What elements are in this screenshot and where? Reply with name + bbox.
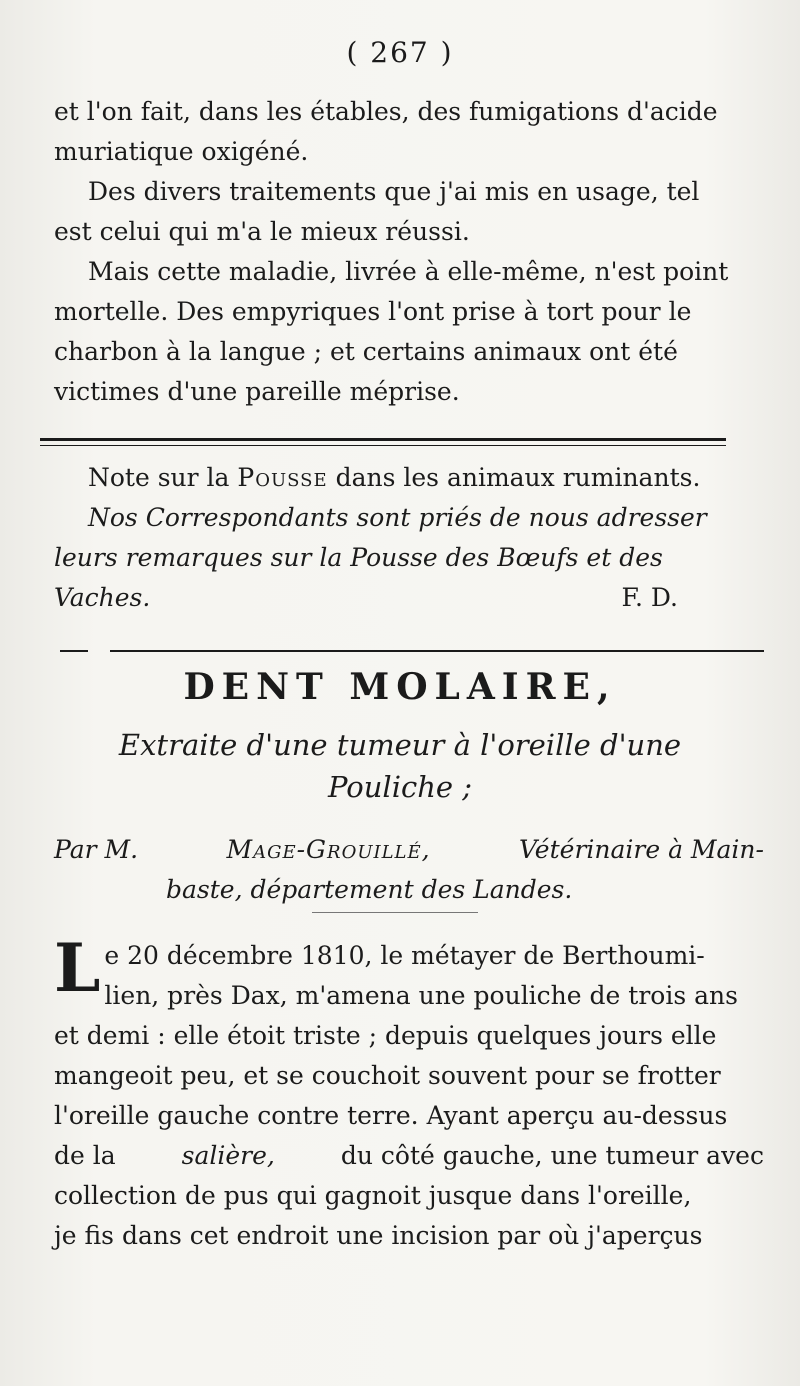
text-line	[54, 1136, 764, 1176]
section-rule	[110, 650, 764, 652]
byline-line: baste, département des Landes.	[166, 875, 573, 904]
author-rest: Vétérinaire à Main-	[519, 835, 764, 864]
author-byline	[54, 830, 764, 910]
double-rule-divider	[40, 438, 726, 446]
text-line: Mais cette maladie, livrée à elle-même, n'est point	[88, 257, 729, 286]
text-line: muriatique oxigéné.	[54, 137, 309, 166]
note-last-line	[54, 578, 764, 618]
text-line: l'oreille gauche contre terre. Ayant aperçu au-dessus	[54, 1101, 728, 1130]
byline-line	[54, 830, 764, 870]
text-line: victimes d'une pareille méprise.	[54, 377, 460, 406]
text-line: Des divers traitements que j'ai mis en usage, tel	[88, 177, 700, 206]
note-line: Nos Correspondants sont priés de nous adresser	[88, 503, 707, 532]
text-line: mangeoit peu, et se couchoit souvent pour se frotter	[54, 1061, 721, 1090]
text-line: et demi : elle étoit triste ; depuis quelques jours elle	[54, 1021, 717, 1050]
drop-cap: L	[54, 929, 101, 1007]
text-line: et l'on fait, dans les étables, des fumigations d'acide	[54, 97, 718, 126]
note-heading-term: Pousse	[237, 463, 328, 492]
text-line: charbon à la langue ; et certains animaux ont été	[54, 337, 678, 366]
top-paragraphs	[54, 92, 764, 412]
note-section	[54, 458, 764, 618]
short-rule	[60, 650, 88, 652]
note-line: leurs remarques sur la Pousse des Bœufs et des	[54, 543, 663, 572]
author-name: Mage-Grouillé,	[226, 835, 431, 864]
note-heading-suffix: dans les animaux ruminants.	[335, 463, 701, 492]
text-line: lien, près Dax, m'amena une pouliche de trois ans	[104, 981, 738, 1010]
ornamental-rule	[312, 912, 478, 913]
text-line: je fis dans cet endroit une incision par où j'aperçus	[54, 1221, 703, 1250]
article-subtitle-line: Pouliche ;	[327, 770, 473, 804]
text-line: collection de pus qui gagnoit jusque dans l'oreille,	[54, 1181, 692, 1210]
text-line: est celui qui m'a le mieux réussi.	[54, 217, 470, 246]
text-line: e 20 décembre 1810, le métayer de Berthoumi-	[104, 941, 705, 970]
note-signature: F. D.	[621, 583, 678, 612]
text-fragment: du côté gauche, une tumeur avec	[340, 1141, 764, 1170]
dropcap-block	[54, 929, 764, 1016]
article-body	[54, 929, 764, 1256]
article-title: DENT MOLAIRE,	[183, 666, 617, 708]
text-fragment-italic: salière,	[181, 1141, 275, 1170]
note-heading	[54, 458, 764, 498]
text-fragment: de la	[54, 1141, 116, 1170]
page-number: ( 267 )	[346, 36, 454, 69]
article-subtitle-line: Extraite d'une tumeur à l'oreille d'une	[118, 728, 682, 762]
note-heading-prefix: Note sur la	[88, 463, 230, 492]
note-line: Vaches.	[54, 583, 151, 612]
text-line: mortelle. Des empyriques l'ont prise à tort pour le	[54, 297, 692, 326]
author-prefix: Par M.	[54, 835, 139, 864]
